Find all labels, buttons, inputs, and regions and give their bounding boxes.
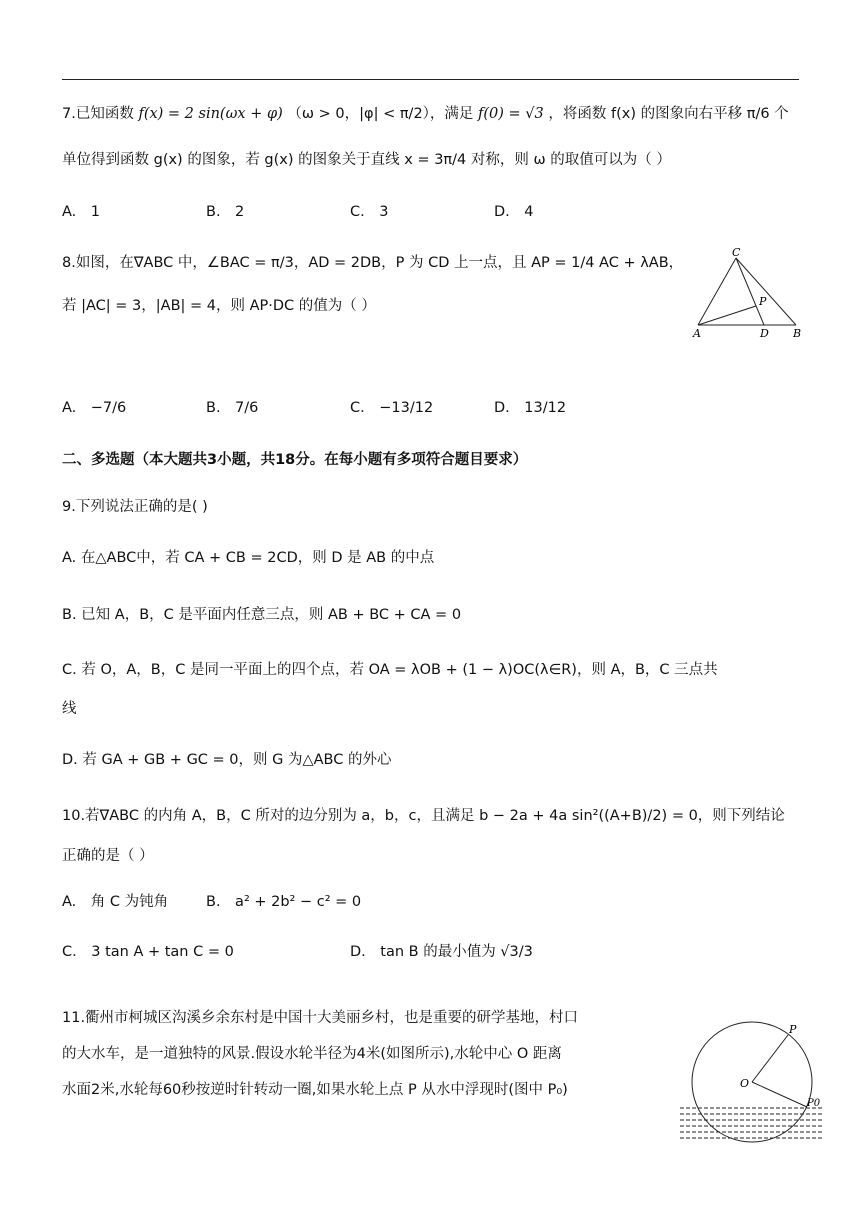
radius-op [752, 1035, 788, 1082]
section-title: 二、多选题（本大题共3小题，共18分。在每小题有多项符合题目要求） [62, 452, 528, 468]
water-surface [680, 1108, 822, 1138]
q10-line1: 10.若∇ABC 的内角 A，B，C 所对的边分别为 a，b，c，且满足 b − 2a + 4a sin²((A+B)/2) = 0，则下列结论 [62, 808, 785, 824]
q10-option-d: D. tan B 的最小值为 √3/3 [350, 944, 533, 960]
q8-option-b: B. 7/6 [206, 400, 259, 416]
q8-option-a: A. −7/6 [62, 400, 127, 416]
q11-line1: 11.衢州市柯城区沟溪乡余东村是中国十大美丽乡村，也是重要的研学基地，村口 [62, 1010, 579, 1026]
q8-line1: 8.如图，在∇ABC 中，∠BAC = π/3，AD = 2DB，P 为 CD 上一点，且 AP = 1/4 AC + λAB， [62, 255, 684, 271]
q10-option-a: A. 角 C 为钝角 [62, 894, 169, 910]
q9-option-b: B. 已知 A，B，C 是平面内任意三点，则 AB + BC + CA = 0 [62, 607, 462, 623]
q7-f0: f(0) = √3 [478, 106, 544, 122]
edge-cb [736, 258, 796, 325]
q9-option-d: D. 若 GA + GB + GC = 0，则 G 为△ABC 的外心 [62, 752, 392, 768]
water-wheel-figure [676, 1018, 826, 1148]
q7-option-b: B. 2 [206, 204, 245, 220]
q7-option-a: A. 1 [62, 204, 100, 220]
radius-op0 [752, 1082, 807, 1107]
q11-line3: 水面2米,水轮每60秒按逆时针转动一圈,如果水轮上点 P 从水中浮现时(图中 P₀) [62, 1082, 568, 1098]
q8-option-c: C. −13/12 [350, 400, 434, 416]
q9-stem: 9.下列说法正确的是( ) [62, 499, 208, 515]
label-c: C [732, 246, 741, 259]
q10-line2: 正确的是（ ） [62, 848, 154, 864]
q7-function: f(x) = 2 sin(ωx + φ) [138, 106, 283, 122]
q9-option-c-line1: C. 若 O，A，B，C 是同一平面上的四个点，若 OA = λOB + (1 − λ)OC(λ∈R)，则 A，B，C 三点共 [62, 662, 718, 678]
label-b: B [793, 327, 802, 340]
q7-line2: 单位得到函数 g(x) 的图象，若 g(x) 的图象关于直线 x = 3π/4 对称，则 ω 的取值可以为（ ） [62, 152, 671, 168]
triangle-figure [688, 244, 808, 340]
q7-shift: ，将函数 f(x) 的图象向右平移 π/6 个 [548, 106, 789, 122]
q7-option-c: C. 3 [350, 204, 389, 220]
label-p0: P0 [807, 1098, 821, 1109]
q8-line2: 若 |AC| = 3，|AB| = 4，则 AP·DC 的值为（ ） [62, 298, 376, 314]
q8-option-d: D. 13/12 [494, 400, 567, 416]
header-rule [62, 79, 799, 80]
q9-option-a: A. 在△ABC中，若 CA + CB = 2CD，则 D 是 AB 的中点 [62, 550, 435, 566]
q7-condition: （ω > 0，|φ| < π/2），满足 [287, 106, 474, 122]
q7-line1 [62, 104, 789, 124]
label-p: P [789, 1023, 797, 1036]
q11-line2: 的大水车，是一道独特的风景.假设水轮半径为4米(如图所示),水轮中心 O 距离 [62, 1046, 562, 1062]
q10-option-b: B. a² + 2b² − c² = 0 [206, 894, 362, 910]
q10-option-c: C. 3 tan A + tan C = 0 [62, 944, 234, 960]
label-a: A [693, 327, 701, 340]
q7-prefix: 7.已知函数 [62, 106, 134, 122]
label-o: O [740, 1077, 750, 1090]
label-d: D [760, 327, 769, 340]
edge-ca [698, 258, 736, 325]
segment-cd [736, 258, 764, 325]
label-p: P [759, 295, 767, 308]
q9-option-c-line2: 线 [62, 701, 77, 717]
q7-option-d: D. 4 [494, 204, 534, 220]
